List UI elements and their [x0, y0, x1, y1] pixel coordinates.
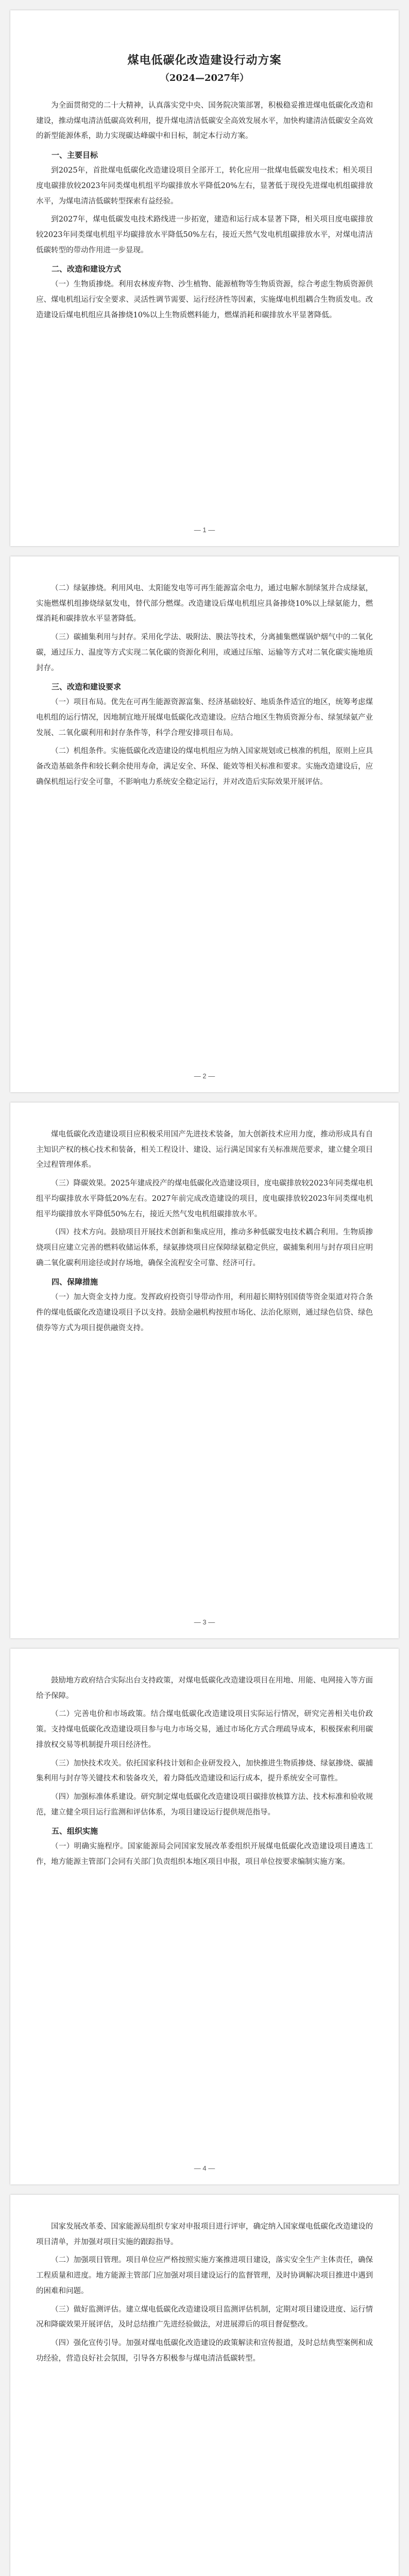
section-heading-goals: 一、主要目标	[52, 150, 98, 160]
intro-paragraph: 为全面贯彻党的二十大精神，认真落实党中央、国务院决策部署，积极稳妥推进煤电低碳化改造和建设，推动煤电清洁低碳高效利用，提升煤电清洁低碳安全高效发展水平，加快构建清洁低碳安全高效的新型能源体系，助力实现碳达峰碳中和目标，制定本行动方案。	[36, 101, 373, 141]
document-page-4	[10, 1649, 399, 2184]
requirement-paragraph: （三）降碳效果。2025年建成投产的煤电低碳化改造建设项目，度电碳排放较2023年同类煤电机组平均碳排放水平降低20%左右。2027年前完成改造建设的项目，度电碳排放较2023年同类煤电机组平均碳排放水平降低50%左右，接近天然气发电机组碳排放水平。	[36, 1179, 373, 1218]
document-title: 煤电低碳化改造建设行动方案	[127, 54, 282, 67]
document-page-3	[10, 1103, 399, 1638]
guarantee-paragraph: （三）加快技术攻关。依托国家科技计划和企业研发投入，加快推进生物质掺烧、绿氨掺烧、碳捕集利用与封存等关键技术和装备攻关，着力降低改造建设和运行成本，提升系统安全可靠性。	[36, 1759, 373, 1783]
document-page-5	[10, 2195, 399, 2576]
organization-paragraph: （四）强化宣传引导。加强对煤电低碳化改造建设的政策解读和宣传报道，及时总结典型案例和成功经验，营造良好社会氛围，引导各方积极参与煤电清洁低碳转型。	[36, 2339, 373, 2363]
requirement-paragraph: （一）项目布局。优先在可再生能源资源富集、经济基础较好、地质条件适宜的地区，统筹考虑煤电机组的运行情况，因地制宜地开展煤电低碳化改造建设。应结合地区生物质资源分布、绿氢绿氨产业发展、二氧化碳利用和封存条件等，科学合理安排项目布局。	[36, 698, 373, 737]
guarantee-paragraph: （一）加大资金支持力度。发挥政府投资引导带动作用，利用超长期特别国债等资金渠道对符合条件的煤电低碳化改造建设项目予以支持。鼓励金融机构按照市场化、法治化原则，通过绿色信贷、绿色债券等方式为项目提供融资支持。	[36, 1293, 373, 1332]
requirement-paragraph: （二）机组条件。实施低碳化改造建设的煤电机组应为纳入国家规划或已核准的机组，原则上应具备改造基础条件和较长剩余使用寿命，满足安全、环保、能效等相关标准和要求。实施改造建设后，应确保机组运行安全可靠，不影响电力系统安全稳定运行，并对改造后实际效果开展评估。	[36, 747, 373, 786]
organization-paragraph: （三）做好监测评估。建立煤电低碳化改造建设项目监测评估机制，定期对项目建设进度、运行情况和降碳效果开展评估，及时总结推广先进经验做法，对进展滞后的项目督促整改。	[36, 2305, 373, 2329]
organization-paragraph: 国家发展改革委、国家能源局组织专家对申报项目进行评审，确定纳入国家煤电低碳化改造建设的项目清单，并加强对项目实施的跟踪指导。	[36, 2223, 373, 2246]
page-number: — 2 —	[194, 1072, 215, 1080]
guarantee-paragraph: （二）完善电价和市场政策。结合煤电低碳化改造建设项目实际运行情况，研究完善相关电价政策。支持煤电低碳化改造建设项目参与电力市场交易，通过市场化方式合理疏导成本，积极探索利用碳排放权交易等机制提升项目经济性。	[36, 1710, 373, 1749]
method-paragraph: （一）生物质掺烧。利用农林废弃物、沙生植物、能源植物等生物质资源，综合考虑生物质资源供应、煤电机组运行安全要求、灵活性调节需要、运行经济性等因素，实施煤电机组耦合生物质发电。改造建设后煤电机组应具备掺烧10%以上生物质燃料能力，燃煤消耗和碳排放水平显著降低。	[36, 280, 373, 319]
page-number: — 3 —	[194, 1618, 215, 1626]
requirement-paragraph: 煤电低碳化改造建设项目应积极采用国产先进技术装备，加大创新技术应用力度，推动形成具有自主知识产权的核心技术和装备，相关工程设计、建设、运行满足国家有关标准规范要求，建立健全项目全过程管理体系。	[36, 1130, 373, 1170]
guarantee-paragraph: （四）加强标准体系建设。研究制定煤电低碳化改造建设项目碳排放核算方法、技术标准和验收规范，建立健全项目运行监测和评估体系，为项目建设运行提供规范指导。	[36, 1793, 373, 1817]
method-paragraph: （三）碳捕集利用与封存。采用化学法、吸附法、膜法等技术，分离捕集燃煤锅炉烟气中的二氧化碳，通过压力、温度等方式实现二氧化碳的资源化利用，或通过压缩、运输等方式对二氧化碳实施地质封存。	[36, 633, 373, 672]
section-heading-requirements: 三、改造和建设要求	[52, 682, 122, 692]
organization-paragraph: （一）明确实施程序。国家能源局会同国家发展改革委组织开展煤电低碳化改造建设项目遴选工作，地方能源主管部门会同有关部门负责组织本地区项目申报，项目单位按要求编制实施方案。	[36, 1842, 373, 1867]
page-number: — 1 —	[194, 526, 215, 534]
document-page-2	[10, 556, 399, 1092]
goal-paragraph: 到2027年，煤电低碳发电技术路线进一步拓宽，建造和运行成本显著下降，相关项目度电碳排放较2023年同类煤电机组平均碳排放水平降低50%左右，接近天然气发电机组碳排放水平，对煤电清洁低碳转型的带动作用进一步显现。	[36, 215, 373, 255]
method-paragraph: （二）绿氨掺烧。利用风电、太阳能发电等可再生能源富余电力，通过电解水制绿氢并合成绿氨，实施燃煤机组掺烧绿氨发电，替代部分燃煤。改造建设后煤电机组应具备掺烧10%以上绿氨能力，燃煤消耗和碳排放水平显著降低。	[36, 584, 373, 623]
page-number: — 4 —	[194, 2164, 215, 2172]
goal-paragraph: 到2025年，首批煤电低碳化改造建设项目全部开工，转化应用一批煤电低碳发电技术；相关项目度电碳排放较2023年同类煤电机组平均碳排放水平降低20%左右，显著低于现役先进煤电机组碳排放水平，为煤电清洁低碳转型探索有益经验。	[36, 166, 373, 206]
organization-paragraph: （二）加强项目管理。项目单位应严格按照实施方案推进项目建设，落实安全生产主体责任，确保工程质量和进度。地方能源主管部门应加强对项目建设运行的监督管理，及时协调解决项目推进中遇到的困难和问题。	[36, 2256, 373, 2295]
requirement-paragraph: （四）技术方向。鼓励项目开展技术创新和集成应用，推动多种低碳发电技术耦合利用。生物质掺烧项目应建立完善的燃料收储运体系，绿氨掺烧项目应保障绿氨稳定供应，碳捕集利用与封存项目应明确二氧化碳利用途径或封存场地，确保全流程安全可靠、经济可行。	[36, 1228, 373, 1267]
section-heading-methods: 二、改造和建设方式	[52, 264, 122, 274]
section-heading-guarantees: 四、保障措施	[52, 1277, 98, 1287]
section-heading-organization: 五、组织实施	[52, 1826, 98, 1836]
guarantee-paragraph: 鼓励地方政府结合实际出台支持政策，对煤电低碳化改造建设项目在用地、用能、电网接入等方面给予保障。	[36, 1676, 373, 1700]
document-page-1	[10, 10, 399, 546]
document-subtitle: （2024—2027年）	[160, 73, 249, 83]
